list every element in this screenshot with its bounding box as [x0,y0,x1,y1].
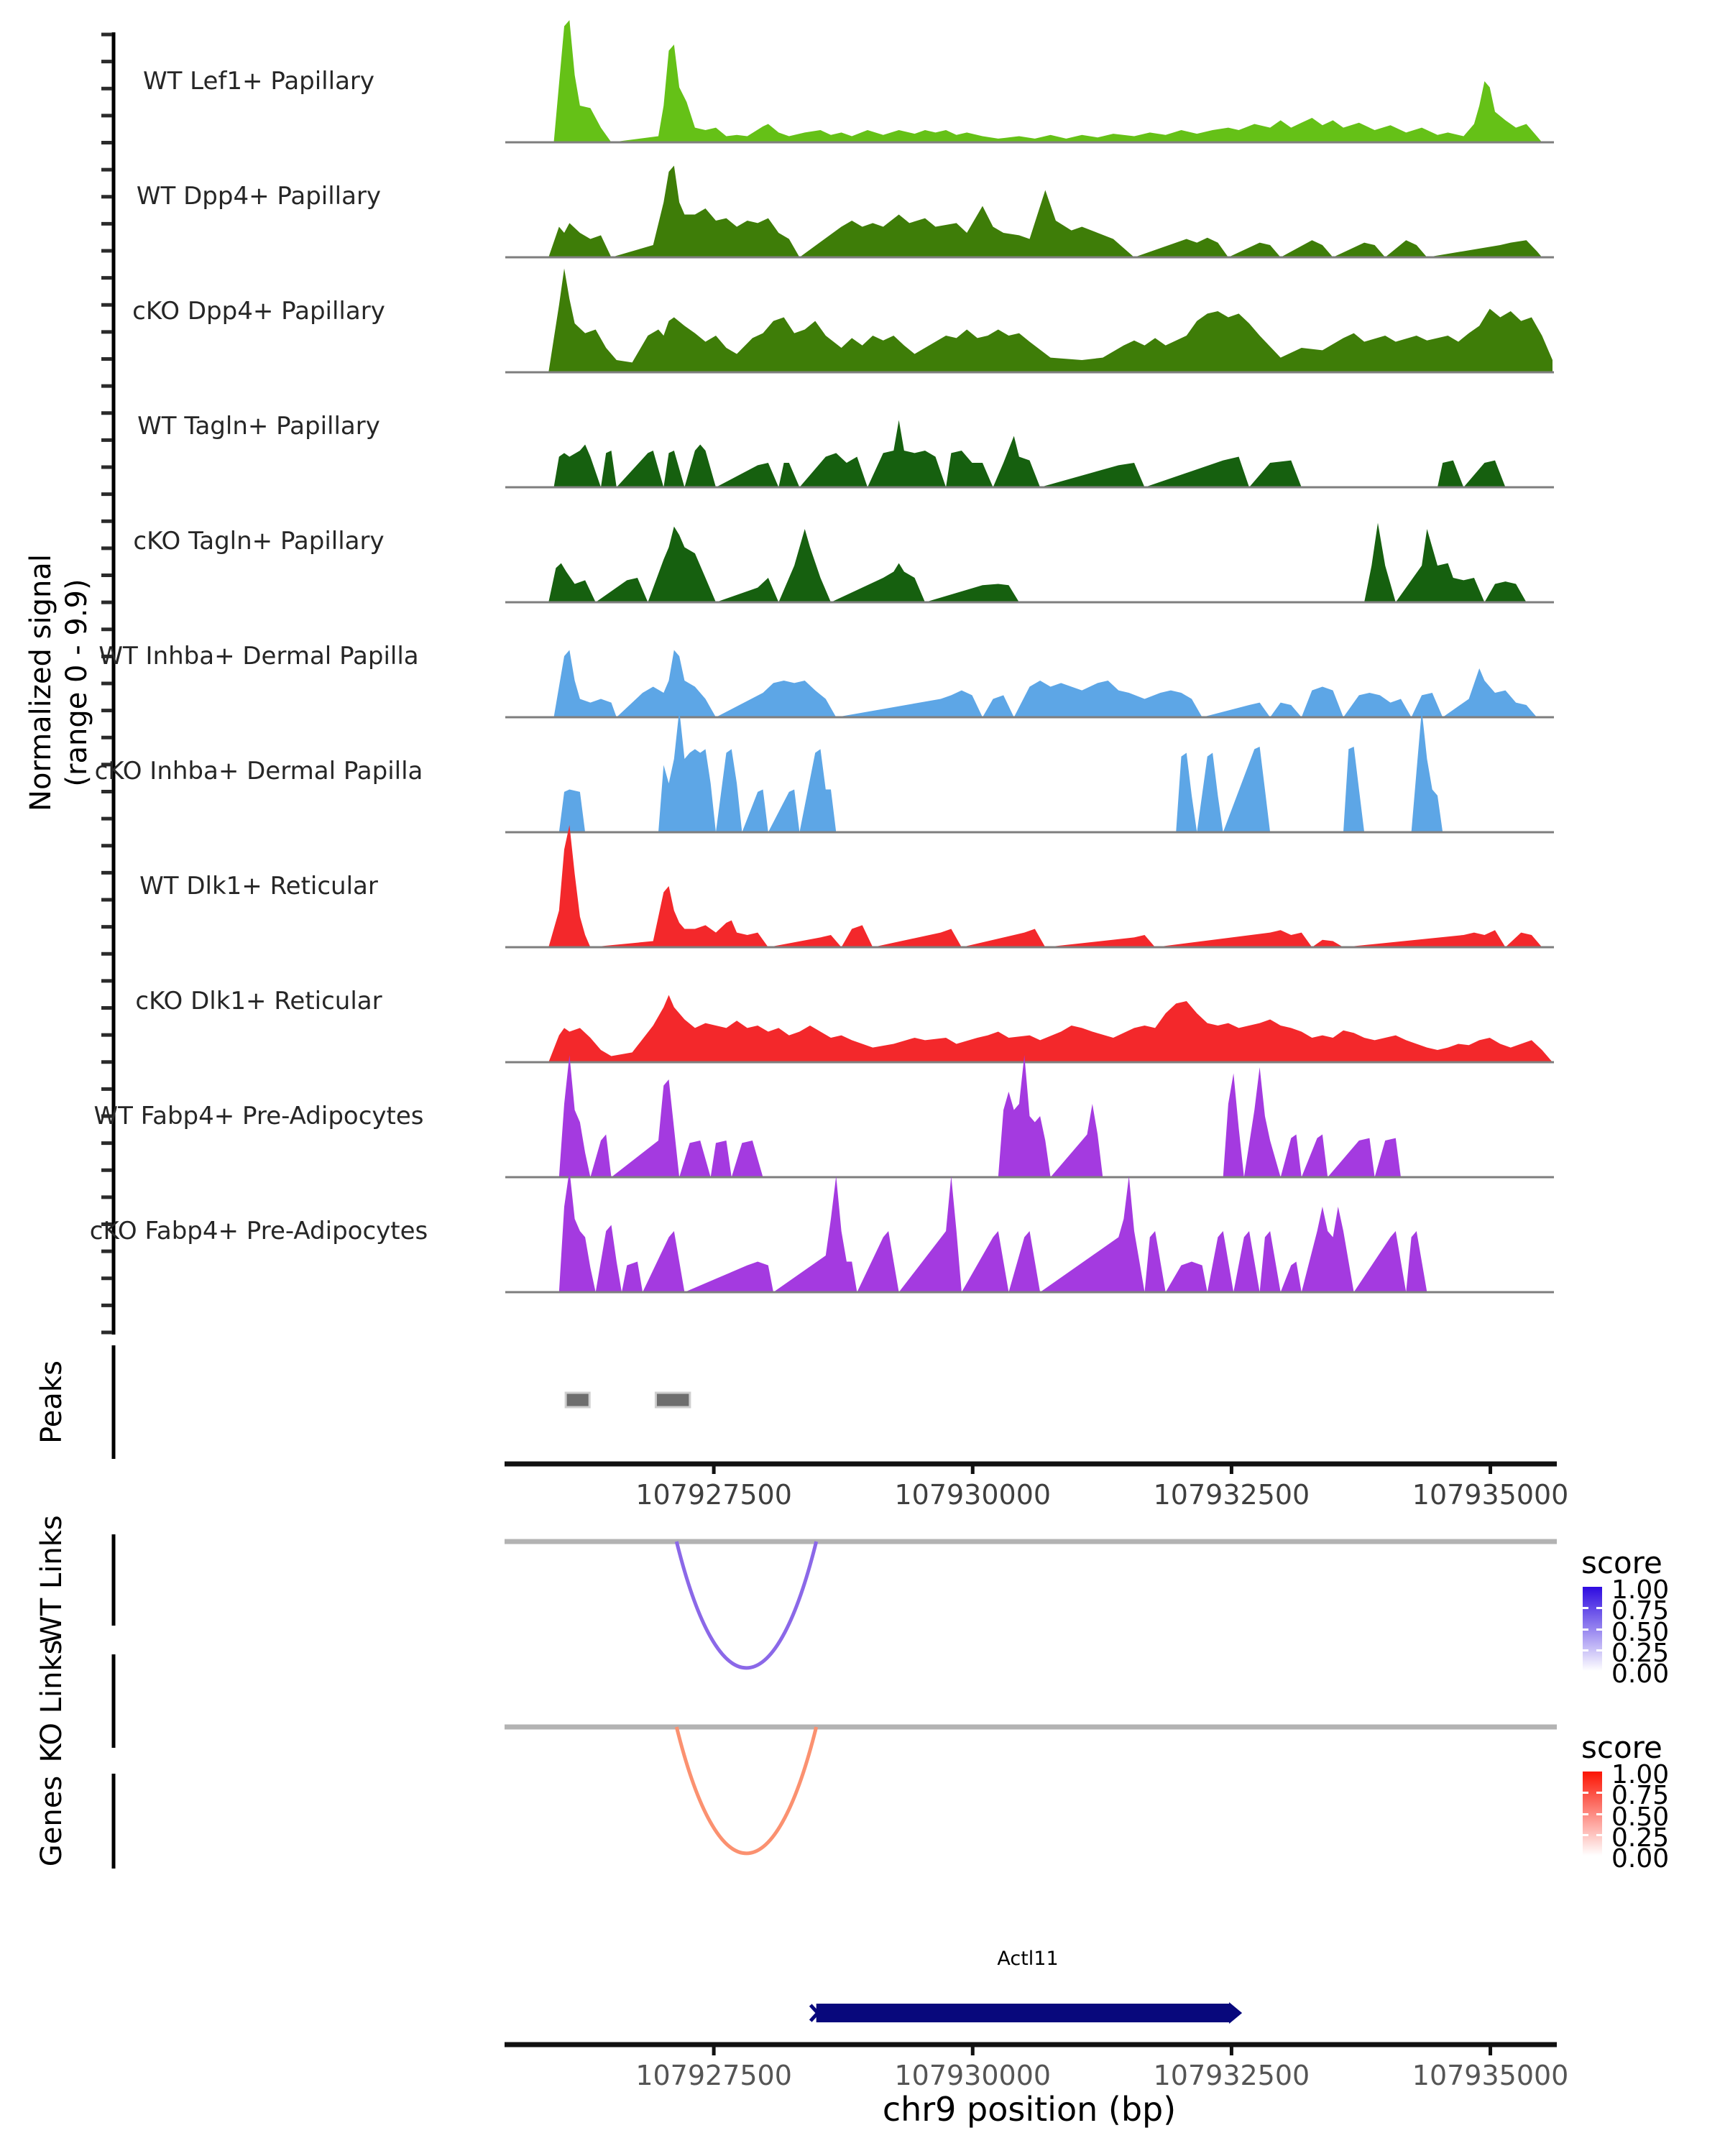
coverage-area-track-10 [559,1170,1427,1292]
coverage-area-track-9 [559,1055,1401,1177]
legend-tick-notch [1596,1792,1602,1794]
coverage-area-track-5 [554,650,1537,718]
legend-value-label: 1.00 [1611,1760,1670,1789]
track-label-9: WT Fabp4+ Pre-Adipocytes [93,1102,424,1130]
track-label-7: WT Dlk1+ Reticular [139,872,378,900]
track-label-0: WT Lef1+ Papillary [142,67,375,96]
ko-legend-gradient-bar [1583,1772,1602,1856]
gene-strand-arrowhead [1229,2002,1242,2024]
axis-tick-label: 107927500 [635,2060,792,2091]
coverage-area-track-6 [559,710,1443,832]
track-label-8: cKO Dlk1+ Reticular [135,987,382,1015]
y-axis-label-line1: Normalized signal [24,554,58,811]
legend-tick-notch [1596,1834,1602,1836]
coverage-area-track-2 [548,269,1552,373]
track-label-10: cKO Fabp4+ Pre-Adipocytes [89,1217,428,1245]
legend-tick-notch [1596,1813,1602,1815]
axis-tick-label: 107932500 [1153,2060,1310,2091]
legend-tick-notch [1583,1649,1588,1651]
track-label-1: WT Dpp4+ Papillary [136,182,382,211]
track-label-3: WT Tagln+ Papillary [137,412,380,441]
legend-tick-notch [1583,1813,1588,1815]
legend-value-label: 1.00 [1611,1575,1670,1605]
legend-tick-notch [1583,1834,1588,1836]
coverage-area-track-7 [548,825,1542,947]
legend-value-label: 0.75 [1611,1596,1670,1626]
track-label-6: cKO Inhba+ Dermal Papilla [94,757,423,786]
y-axis-label-line2: (range 0 - 9.9) [60,579,93,787]
wt-link-arc [676,1542,816,1668]
axis-tick-label: 107932500 [1153,1479,1310,1511]
coverage-area-track-8 [548,995,1552,1063]
axis-tick-label: 107935000 [1412,1479,1569,1511]
legend-value-label: 0.00 [1611,1659,1670,1689]
legend-tick-notch [1583,1628,1588,1631]
legend-tick-notch [1596,1649,1602,1651]
ko-legend-title: score [1581,1730,1662,1765]
genes-section-label: Genes [35,1775,68,1867]
axis-tick-label: 107927500 [635,1479,792,1511]
peaks-section-label: Peaks [35,1360,68,1444]
legend-value-label: 0.50 [1611,1617,1670,1647]
x-axis-title: chr9 position (bp) [882,2090,1177,2129]
coverage-area-track-4 [548,523,1526,603]
coverage-area-track-0 [554,20,1542,142]
track-label-2: cKO Dpp4+ Papillary [132,297,385,326]
wt-links-section-label: WT Links [35,1515,68,1644]
legend-value-label: 0.00 [1611,1844,1670,1874]
track-label-4: cKO Tagln+ Papillary [133,527,385,556]
legend-value-label: 0.50 [1611,1802,1670,1832]
peak-box-1 [656,1393,690,1407]
axis-tick-label: 107930000 [894,2060,1052,2091]
legend-tick-notch [1596,1607,1602,1609]
wt-legend-title: score [1581,1545,1662,1580]
legend-tick-notch [1583,1792,1588,1794]
coverage-area-track-1 [548,166,1542,258]
ko-links-section-label: KO Links [35,1639,68,1763]
ko-link-arc [676,1727,816,1853]
track-label-5: WT Inhba+ Dermal Papilla [98,642,419,671]
gene-body-bar [816,2004,1230,2022]
legend-tick-notch [1596,1628,1602,1631]
legend-tick-notch [1583,1607,1588,1609]
legend-value-label: 0.25 [1611,1823,1670,1853]
gene-name-label: Actl11 [997,1948,1059,1970]
axis-tick-label: 107930000 [894,1479,1052,1511]
wt-legend-gradient-bar [1583,1587,1602,1671]
legend-value-label: 0.25 [1611,1638,1670,1668]
axis-tick-label: 107935000 [1412,2060,1569,2091]
legend-value-label: 0.75 [1611,1781,1670,1811]
coverage-area-track-3 [554,420,1506,488]
peak-box-0 [566,1393,589,1407]
